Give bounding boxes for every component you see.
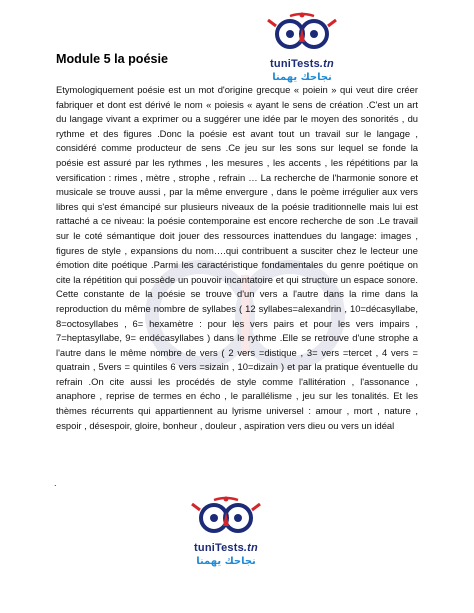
body-paragraph: Etymologiquement poésie est un mot d'origine grecque « poiein » qui veut dire créer fabriquer et dont est dérivé le nom « poiesis « ayant le sens de création .C'est un art du langage vivant a exprimer ou a suggérer une idée par le moyen des sonorités , du rythme et des figures .Donc la poésie est avant tout un travail sur le langage , considéré comme producteur de sens .Ce jeu sur les sons sur lequel se fonde la poésie est assuré par les rythmes , les mesures , les accents , les répétitions par la versification : rimes , mètre , strophe , refrain … La recherche de l'harmonie sonore et musicale se trouve aussi , par la même envergure , dans le poème irrégulier aux vers libres qui s'est émancipé sur plusieurs niveaux de la poésie traditionnelle mais lui est rattaché a ce niveau: la poésie contemporaine est encore recherche de son .Le travail sur le coté sémantique doit jouer des ressources inattendues du langage: images , figures de style , expansions du nom….qui contribuent a susciter chez le lecteur une émotion dite poétique .Parmi les caractéristique fondamentales du genre poétique on cite la répétition qui possède un pouvoir incantatoire et qui structure un espace sonore. Cette constante de la poésie se trouve d'un vers a l'autre dans la rime dans la reproduction du même nombre de syllabes ( 12 syllabes=alexandrin , 10=décasyllabe, 8=octosyllabes , 6= hexamètre : pour les vers pairs et pour les vers impairs , 7=heptasyllabe, 9= endécasyllabes ) dans le rythme .Elle se retrouve d'une strophe a l'autre dans le même nombre de vers ( 2 vers =distique , 3= vers =tercet , 4 vers = quatrain , 5vers = quintiles 6 vers =sizain , 10=dizain ) et par la pratique éventuelle du refrain .On cite aussi les procédés de style comme l'allitération , l'assonance , anaphore , reprise de termes en écho , le parallélisme , jeu sur les tonalités. Et les thèmes récurrents qui appartiennent au lyrisme universel : amour , mort , nature , espoir , désespoir, gloire, bonheur , douleur , aspiration vers dieu ou vers un idéal xyxy=(56,84,418,431)
owl-logo-icon xyxy=(262,12,342,52)
brand-tagline: نجاحك يهمنا xyxy=(272,72,332,83)
page-title: Module 5 la poésie xyxy=(56,52,168,66)
owl-logo-icon xyxy=(186,496,266,536)
brand-name: tuniTests xyxy=(270,58,320,70)
brand-name: tuniTests xyxy=(194,542,244,554)
brand-logo-bottom xyxy=(186,496,266,572)
trailing-mark: . xyxy=(54,478,57,488)
brand-tld: .tn xyxy=(319,58,334,70)
brand-tagline: نجاحك يهمنا xyxy=(196,556,256,567)
brand-logo-top xyxy=(262,12,342,84)
brand-tld: .tn xyxy=(243,542,258,554)
